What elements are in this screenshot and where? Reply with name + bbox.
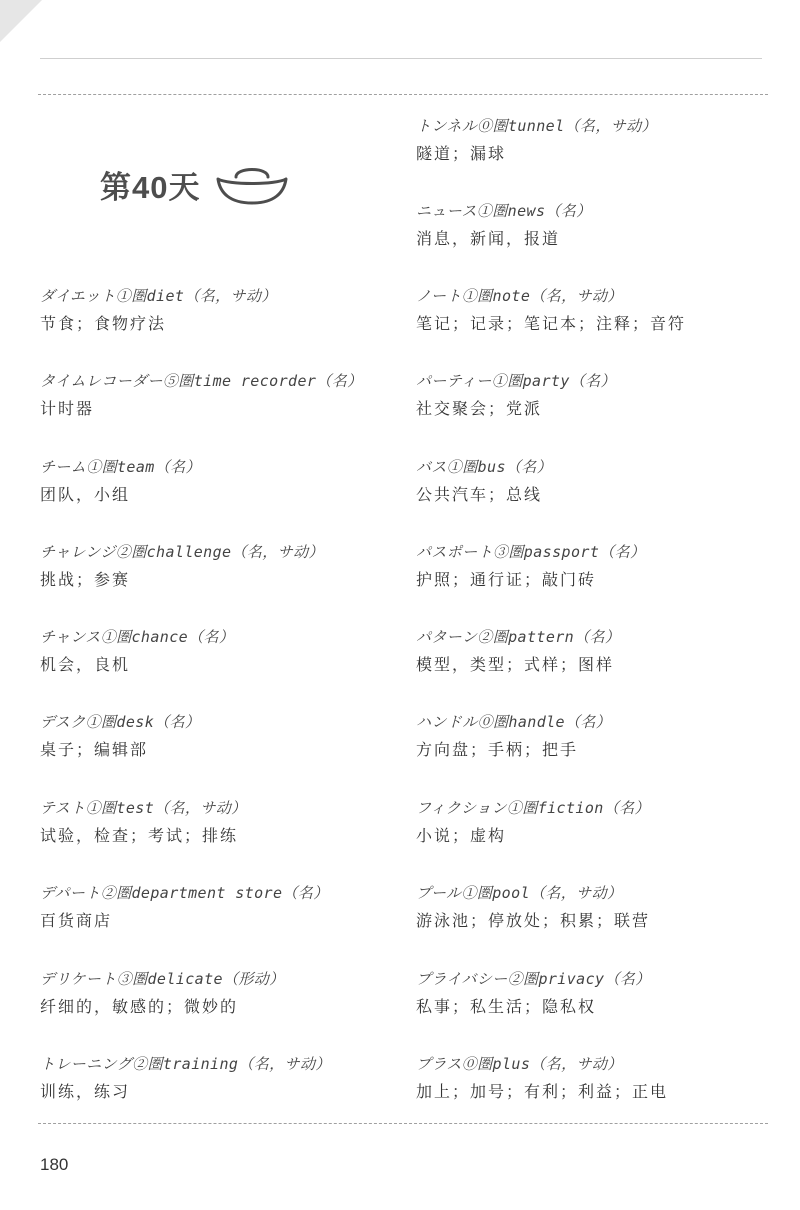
vocab-entry	[40, 457, 420, 505]
entry-meaning: 挑战；参赛	[40, 570, 131, 589]
vocab-entry	[40, 798, 420, 846]
entry-meaning: 私事；私生活；隐私权	[416, 997, 597, 1016]
ingot-icon	[214, 163, 290, 207]
entry-meaning: 纤细的，敏感的；微妙的	[40, 997, 239, 1016]
entry-word: ハンドル⓪圏handle（名）	[416, 713, 612, 731]
entry-meaning: 小说；虚构	[416, 826, 507, 845]
entry-meaning: 模型，类型；式样；图样	[416, 655, 615, 674]
entry-meaning: 试验，检查；考试；排练	[40, 826, 239, 845]
entry-word: チャンス①圏chance（名）	[40, 628, 235, 646]
vocab-entry	[40, 969, 420, 1017]
entry-word: トンネル⓪圏tunnel（名，サ动）	[416, 117, 657, 135]
vocab-entry	[40, 627, 420, 675]
day-heading	[100, 162, 290, 207]
entry-meaning: 游泳池；停放处；积累；联营	[416, 911, 651, 930]
vocab-entry	[416, 201, 796, 249]
entry-word: テスト①圏test（名，サ动）	[40, 799, 247, 817]
vocab-entry	[416, 286, 796, 334]
entry-meaning: 节食；食物疗法	[40, 314, 167, 333]
entry-meaning: 训练，练习	[40, 1082, 131, 1101]
entry-meaning: 方向盘；手柄；把手	[416, 740, 579, 759]
entry-meaning: 社交聚会；党派	[416, 399, 543, 418]
entry-word: パーティー①圏party（名）	[416, 372, 616, 390]
page-number: 180	[40, 1155, 69, 1174]
entry-word: デスク①圏desk（名）	[40, 713, 201, 731]
entry-word: ダイエット①圏diet（名，サ动）	[40, 287, 277, 305]
entry-word: パスポート③圏passport（名）	[416, 543, 646, 561]
entry-word: チャレンジ②圏challenge（名，サ动）	[40, 543, 324, 561]
entry-meaning: 消息，新闻，报道	[416, 229, 561, 248]
entry-meaning: 护照；通行证；敲门砖	[416, 570, 597, 589]
corner-mark	[0, 0, 42, 42]
entry-word: ニュース①圏news（名）	[416, 202, 592, 220]
entry-meaning: 隧道；漏球	[416, 144, 507, 163]
vocab-entry	[416, 798, 796, 846]
vocab-entry	[40, 286, 420, 334]
entry-meaning: 百货商店	[40, 911, 113, 930]
entry-word: プラス⓪圏plus（名，サ动）	[416, 1055, 623, 1073]
entry-word: プール①圏pool（名，サ动）	[416, 884, 623, 902]
vocab-entry	[416, 1054, 796, 1102]
entry-word: バス①圏bus（名）	[416, 458, 553, 476]
vocab-entry	[416, 712, 796, 760]
vocab-entry	[416, 542, 796, 590]
entry-meaning: 团队，小组	[40, 485, 131, 504]
entry-meaning: 桌子；编辑部	[40, 740, 149, 759]
entry-word: ノート①圏note（名，サ动）	[416, 287, 623, 305]
entry-word: タイムレコーダー⑤圏time recorder（名）	[40, 372, 363, 390]
entry-word: デリケート③圏delicate（形动）	[40, 970, 285, 988]
entry-word: パターン②圏pattern（名）	[416, 628, 621, 646]
vocab-entry	[416, 457, 796, 505]
entry-word: デパート②圏department store（名）	[40, 884, 329, 902]
top-rule	[40, 58, 762, 59]
day-title: 第40天	[100, 170, 201, 205]
bottom-dashed-divider	[38, 1123, 768, 1124]
entry-meaning: 公共汽车；总线	[416, 485, 543, 504]
entry-word: トレーニング②圏training（名，サ动）	[40, 1055, 331, 1073]
vocab-entry	[40, 883, 420, 931]
vocab-entry	[416, 116, 796, 164]
vocab-entry	[40, 542, 420, 590]
entry-word: チーム①圏team（名）	[40, 458, 201, 476]
vocab-entry	[416, 371, 796, 419]
entry-word: フィクション①圏fiction（名）	[416, 799, 650, 817]
vocab-entry	[40, 712, 420, 760]
vocab-entry	[416, 969, 796, 1017]
vocab-entry	[416, 627, 796, 675]
top-dashed-divider	[38, 94, 768, 95]
vocab-entry	[40, 371, 420, 419]
entry-meaning: 加上；加号；有利；利益；正电	[416, 1082, 669, 1101]
vocab-entry	[40, 1054, 420, 1102]
entry-meaning: 机会，良机	[40, 655, 131, 674]
entry-word: プライバシー②圏privacy（名）	[416, 970, 651, 988]
entry-meaning: 笔记；记录；笔记本；注释；音符	[416, 314, 687, 333]
entry-meaning: 计时器	[40, 399, 95, 418]
vocab-entry	[416, 883, 796, 931]
